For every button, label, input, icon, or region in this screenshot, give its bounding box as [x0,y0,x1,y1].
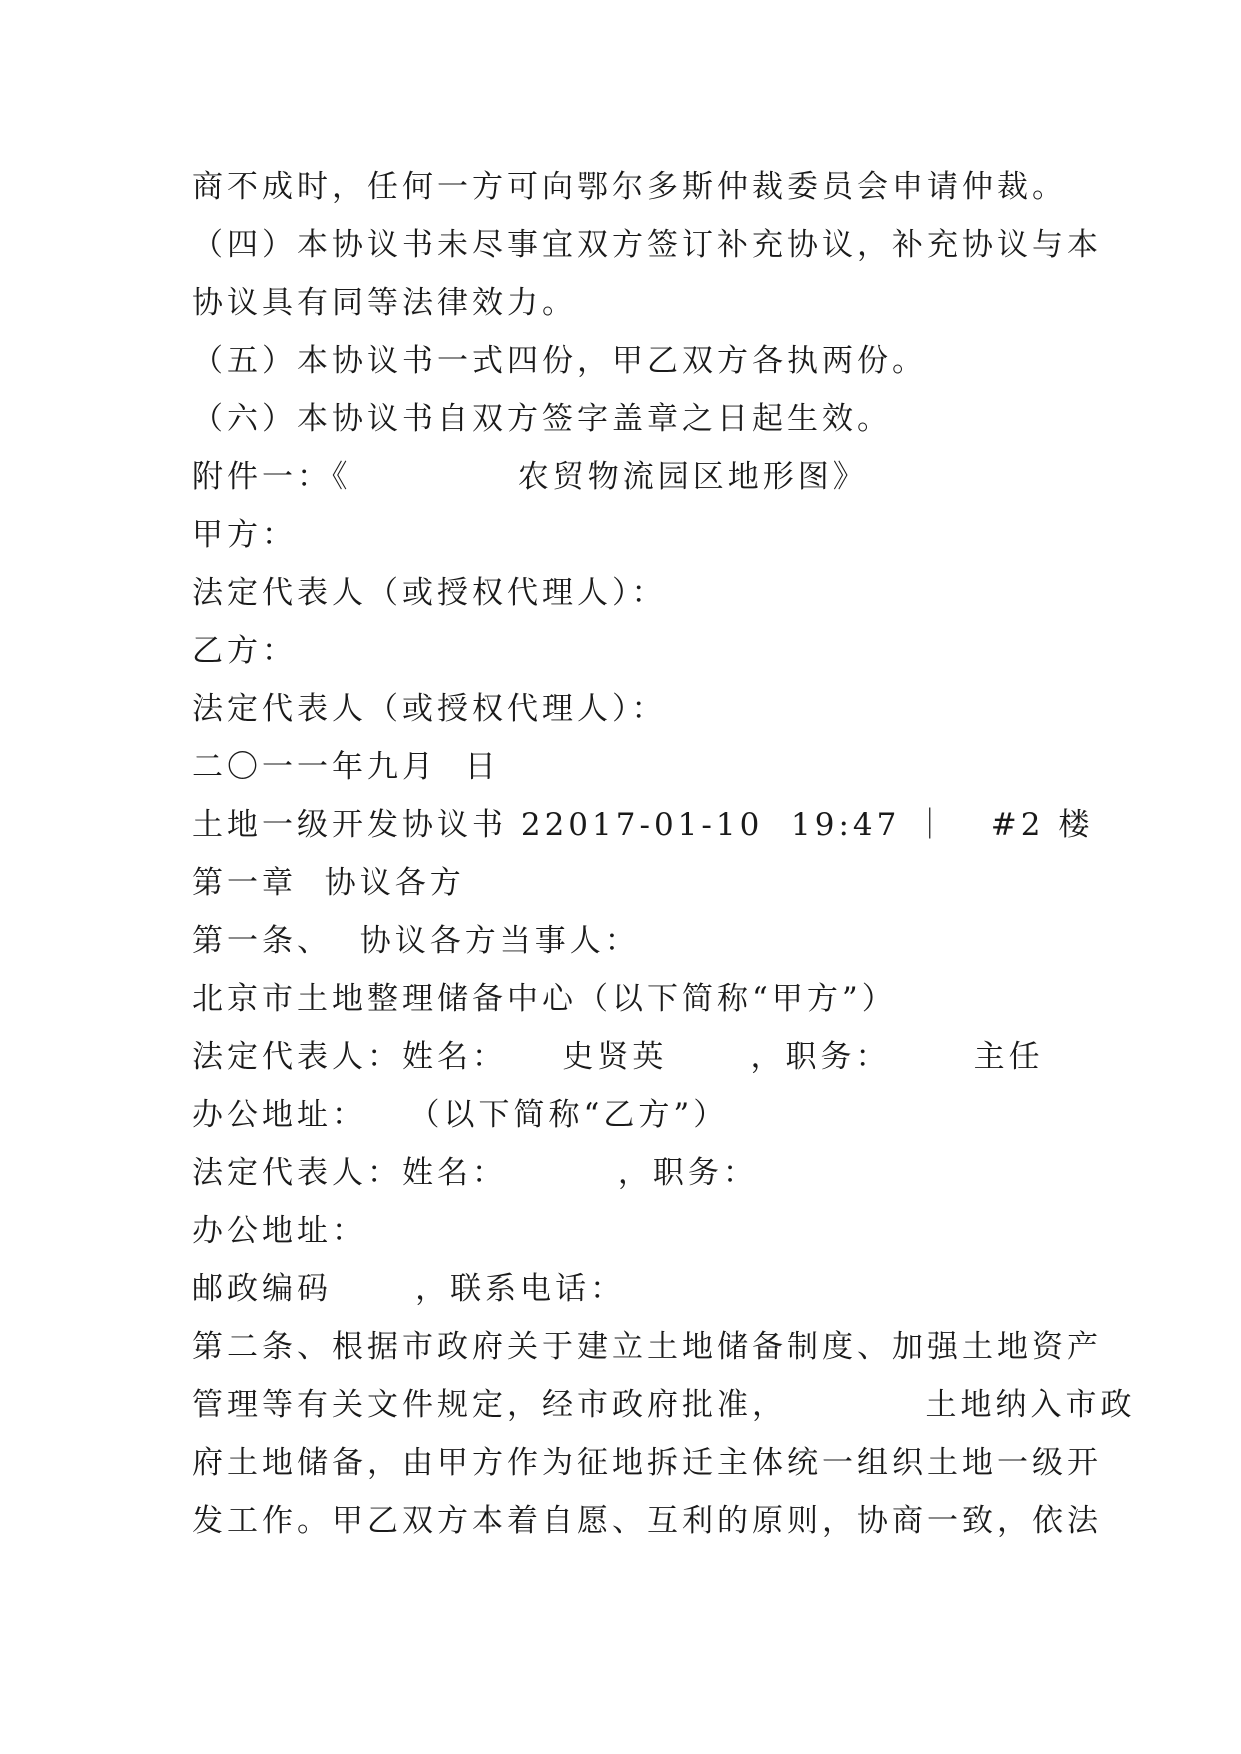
post-header: 土地一级开发协议书 22017-01-10 19:47 ｜ #2 楼 [192,807,1094,843]
date-line: 二〇一一年九月 日 [192,749,500,785]
text-line: 办公地址： [192,1213,367,1249]
party-a-label: 甲方： [192,517,297,553]
text-line: 发工作。甲乙双方本着自愿、互利的原则，协商一致，依法 [192,1503,1102,1539]
text-line: （六）本协议书自双方签字盖章之日起生效。 [192,401,892,437]
document-body [192,158,1136,1550]
text-line: 第二条、根据市政府关于建立土地储备制度、加强土地资产 [192,1329,1102,1365]
text-line: 邮政编码 ，联系电话： [192,1271,626,1307]
text-line: 办公地址： （以下简称“乙方”） [192,1097,729,1133]
text-line: 府土地储备，由甲方作为征地拆迁主体统一组织土地一级开 [192,1445,1102,1481]
attachment-line: 附件一：《 农贸物流园区地形图》 [192,459,868,495]
text-line: 协议具有同等法律效力。 [192,285,577,321]
text-line: 法定代表人：姓名： 史贤英 ，职务： 主任 [192,1039,1044,1075]
text-line: 北京市土地整理储备中心（以下简称“甲方”） [192,981,897,1017]
article-heading: 第一条、 协议各方当事人： [192,923,640,959]
text-line: 商不成时，任何一方可向鄂尔多斯仲裁委员会申请仲裁。 [192,169,1067,205]
text-line: （四）本协议书未尽事宜双方签订补充协议，补充协议与本 [192,227,1102,263]
text-line: （五）本协议书一式四份，甲乙双方各执两份。 [192,343,927,379]
chapter-heading: 第一章 协议各方 [192,865,465,901]
representative-label: 法定代表人（或授权代理人）： [192,575,667,611]
text-line: 管理等有关文件规定，经市政府批准， 土地纳入市政 [192,1387,1136,1423]
party-b-label: 乙方： [192,633,297,669]
representative-label: 法定代表人（或授权代理人）： [192,691,667,727]
text-line: 法定代表人：姓名： ，职务： [192,1155,758,1191]
